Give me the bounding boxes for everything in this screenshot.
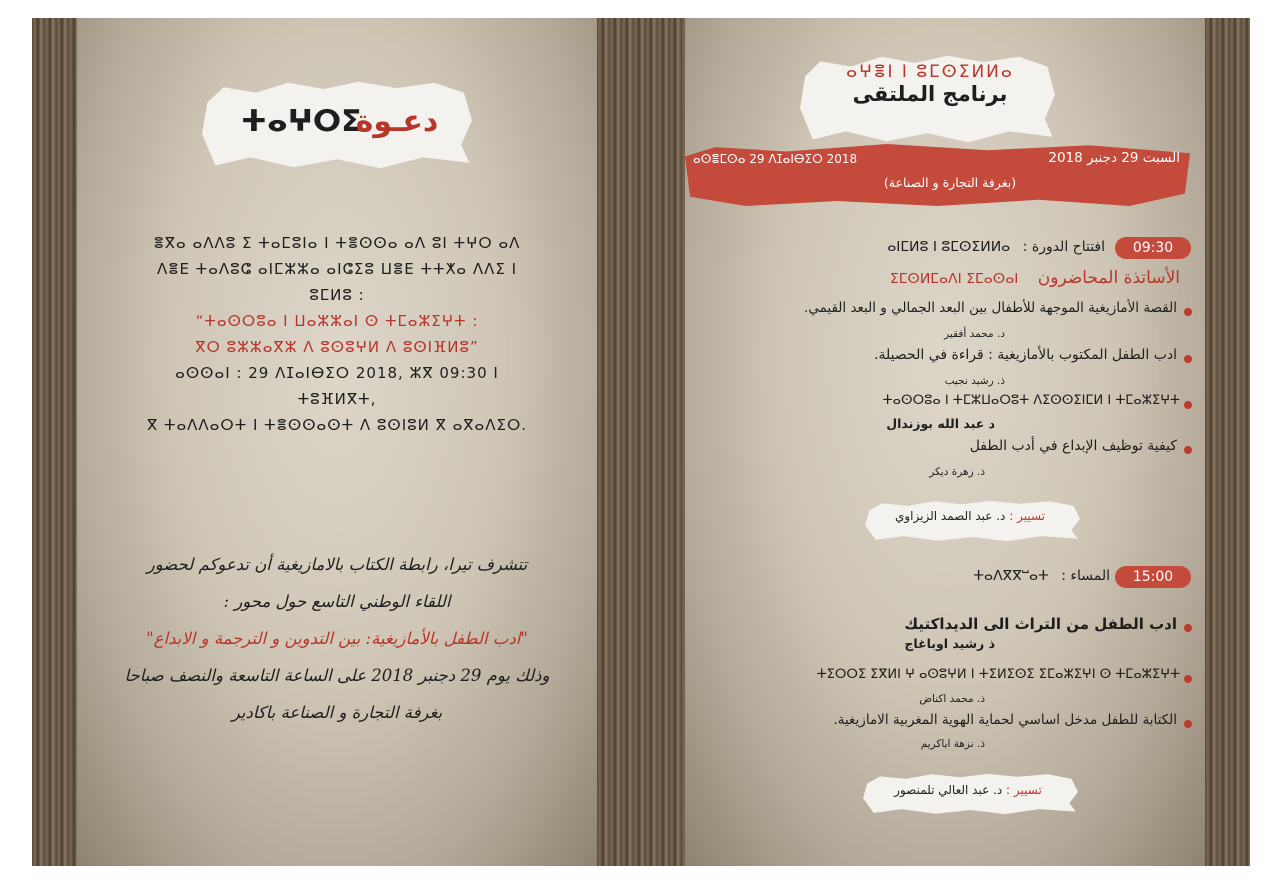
talk-bullet xyxy=(1184,308,1192,316)
header-tifinagh: ⴰⵖⴻⵏ ⵏ ⵓⵎⵙⵉⵍⵍⴰ xyxy=(846,62,1014,82)
wood-border-center xyxy=(597,18,685,866)
talk-speaker: ذ. نزهة اباكريم xyxy=(920,738,985,750)
talk-bullet xyxy=(1184,624,1192,632)
tifinagh-date-line: ⴳ ⵜⴰⴷⴷⴰⵔⵜ ⵏ ⵜⴻⵙⵙⴰⵙⵜ ⴷ ⵓⵙⵏⵓⵍ ⴳ ⴰⴳⴰⴷⵉⵔ. xyxy=(146,416,528,434)
talk-bullet xyxy=(1184,446,1192,454)
opening-label: افتتاح الدورة : xyxy=(1022,239,1105,255)
wood-border-right xyxy=(1205,18,1250,866)
tifinagh-line: ⵓⵎⵍⵓ : xyxy=(309,286,365,304)
talk-speaker: د. محمد أفقير xyxy=(944,328,1005,340)
moderator-name: د. عبد الصمد الزيزاوي xyxy=(894,509,1006,523)
title-tifinagh: ⵜⴰⵖⵔⵉ xyxy=(240,104,362,139)
morning-moderator xyxy=(870,509,1070,523)
invitation-title xyxy=(227,104,452,139)
talk-title: ادب الطفل المكتوب بالأمازيغية : قراءة في الحصيلة. xyxy=(874,347,1177,363)
talk-title: كيفية توظيف الإبداع في أدب الطفل xyxy=(969,438,1177,454)
talk-title: ادب الطفل من التراث الى الديداكتيك xyxy=(904,615,1177,633)
wood-border-left xyxy=(32,18,77,866)
session-morning-time: 09:30 xyxy=(1115,237,1191,259)
invitation-page xyxy=(77,18,597,866)
tifinagh-line: ⴻⴳⴰ ⴰⴷⴷⵓ ⵉ ⵜⴰⵎⵓⵏⴰ ⵏ ⵜⴻⵙⵙⴰ ⴰⴷ ⵓⵏ ⵜⵖⵔ ⴰⴷ xyxy=(153,234,521,252)
talk-title: القصة الأمازيغية الموجهة للأطفال بين البعد الجمالي و البعد القيمي. xyxy=(804,300,1177,316)
brochure-sheet xyxy=(32,18,1250,866)
date-tifinagh: ⴰⵙⴻⵎⵙⴰ 29 ⴷⵊⴰⵏⴱⵉⵔ 2018 xyxy=(693,152,858,166)
talk-speaker: ذ. محمد اكناض xyxy=(919,693,985,705)
talk-bullet xyxy=(1184,355,1192,363)
date-arabic: السبت 29 دجنبر 2018 xyxy=(1048,150,1180,166)
tifinagh-date-line: ⴰⵙⵙⴰⵏ : 29 ⴷⵊⴰⵏⴱⵉⵔ 2018, ⵣⴳ 09:30 ⵏ xyxy=(175,364,499,382)
speakers-heading-arabic: الأساتذة المحاضرون xyxy=(1037,268,1180,288)
program-page xyxy=(685,18,1205,866)
title-arabic: دعـوة xyxy=(355,104,439,139)
arabic-line: بغرفة التجارة و الصناعة باكادير xyxy=(231,703,443,722)
talk-bullet xyxy=(1184,720,1192,728)
talk-bullet xyxy=(1184,675,1192,683)
talk-title-tifinagh: ⵜⴰⵙⵔⵓⴰ ⵏ ⵜⵎⵣⵡⴰⵔⵓⵜ ⴷⵉⵙⵙⵉⵏⵎⵍ ⵏ ⵜⵎⴰⵣⵉⵖⵜ xyxy=(882,393,1180,408)
arabic-theme-line: "ادب الطفل بالأمازيغية: بين التدوين و الترجمة و الابداع" xyxy=(146,629,528,648)
session-morning-label xyxy=(835,239,1105,255)
program-header xyxy=(820,62,1040,106)
talk-bullet xyxy=(1184,401,1192,409)
tifinagh-theme-line: “ⵜⴰⵙⵔⵓⴰ ⵏ ⵡⴰⵣⵣⴰⵏ ⵙ ⵜⵎⴰⵣⵉⵖⵜ : xyxy=(195,312,479,330)
session-evening-label xyxy=(865,568,1110,584)
arabic-line: وذلك يوم 29 دجنبر 2018 على الساعة التاسعة والنصف صباحا xyxy=(124,666,550,685)
talk-speaker: ذ. زهرة ديكر xyxy=(929,466,985,478)
evening-moderator xyxy=(868,783,1068,797)
talk-speaker: ذ. رشيد نجيب xyxy=(944,375,1005,387)
speakers-heading-tifinagh: ⵉⵎⵙⵍⵎⴰⴷⵏ ⵉⵎⴰⵙⴰⵏ xyxy=(889,271,1019,287)
talk-title-tifinagh: ⵜⵉⵔⵔⵉ ⵉⴳⵍⵏ ⵖ ⴰⵙⵓⵖⵍ ⵏ ⵜⵉⵍⵉⵙⵉ ⵉⵎⴰⵣⵉⵖⵏ ⵙ ⵜⵎⴰⵣⵉⵖⵜ xyxy=(816,667,1180,682)
arabic-line: تتشرف تيرا، رابطة الكتاب بالامازيغية أن تدعوكم لحضور xyxy=(146,555,528,574)
arabic-line: اللقاء الوطني التاسع حول محور : xyxy=(223,592,451,611)
tifinagh-theme-line: ⴳⵔ ⵓⵣⵣⴰⴳⵣ ⴷ ⵓⵙⵓⵖⵍ ⴷ ⵓⵙⵏⴼⵍⵓ” xyxy=(195,338,479,356)
tifinagh-date-line: ⵜⵓⴼⵍⴳⵜ, xyxy=(297,390,377,408)
evening-label-tifinagh: ⵜⴰⴷⴳⴳⵯⴰⵜ xyxy=(973,568,1049,584)
moderator-label: تسيير : xyxy=(1009,509,1045,523)
moderator-label: تسيير : xyxy=(1006,783,1042,797)
arabic-invitation-text xyxy=(99,546,575,731)
header-arabic: برنامج الملتقى xyxy=(852,82,1008,106)
moderator-name: د. عبد العالي تلمنصور xyxy=(894,783,1003,797)
session-evening-time: 15:00 xyxy=(1115,566,1191,588)
tifinagh-invitation-text xyxy=(107,230,567,438)
talk-speaker: ذ رشيد اوباغاج xyxy=(904,636,995,651)
opening-label-tifinagh: ⴰⵏⵎⵍⵓ ⵏ ⵓⵎⵙⵉⵍⵍⴰ xyxy=(887,239,1011,255)
talk-speaker: د عبد الله بوزندال xyxy=(886,416,995,431)
evening-label: المساء : xyxy=(1061,568,1110,584)
speakers-heading xyxy=(835,268,1180,288)
talk-title: الكتابة للطفل مدخل اساسي لحماية الهوية المغربية الامازيغية. xyxy=(833,712,1177,728)
venue: (بغرفة التجارة و الصناعة) xyxy=(883,175,1017,190)
tifinagh-line: ⴷⴻⴹ ⵜⴰⴷⵓⵛ ⴰⵏⵎⵣⵣⴰ ⴰⵏⵛⵉⵓ ⵡⴻⴹ ⵜⵜⵅⴰ ⴷⴷⵉ ⵏ xyxy=(156,260,518,278)
